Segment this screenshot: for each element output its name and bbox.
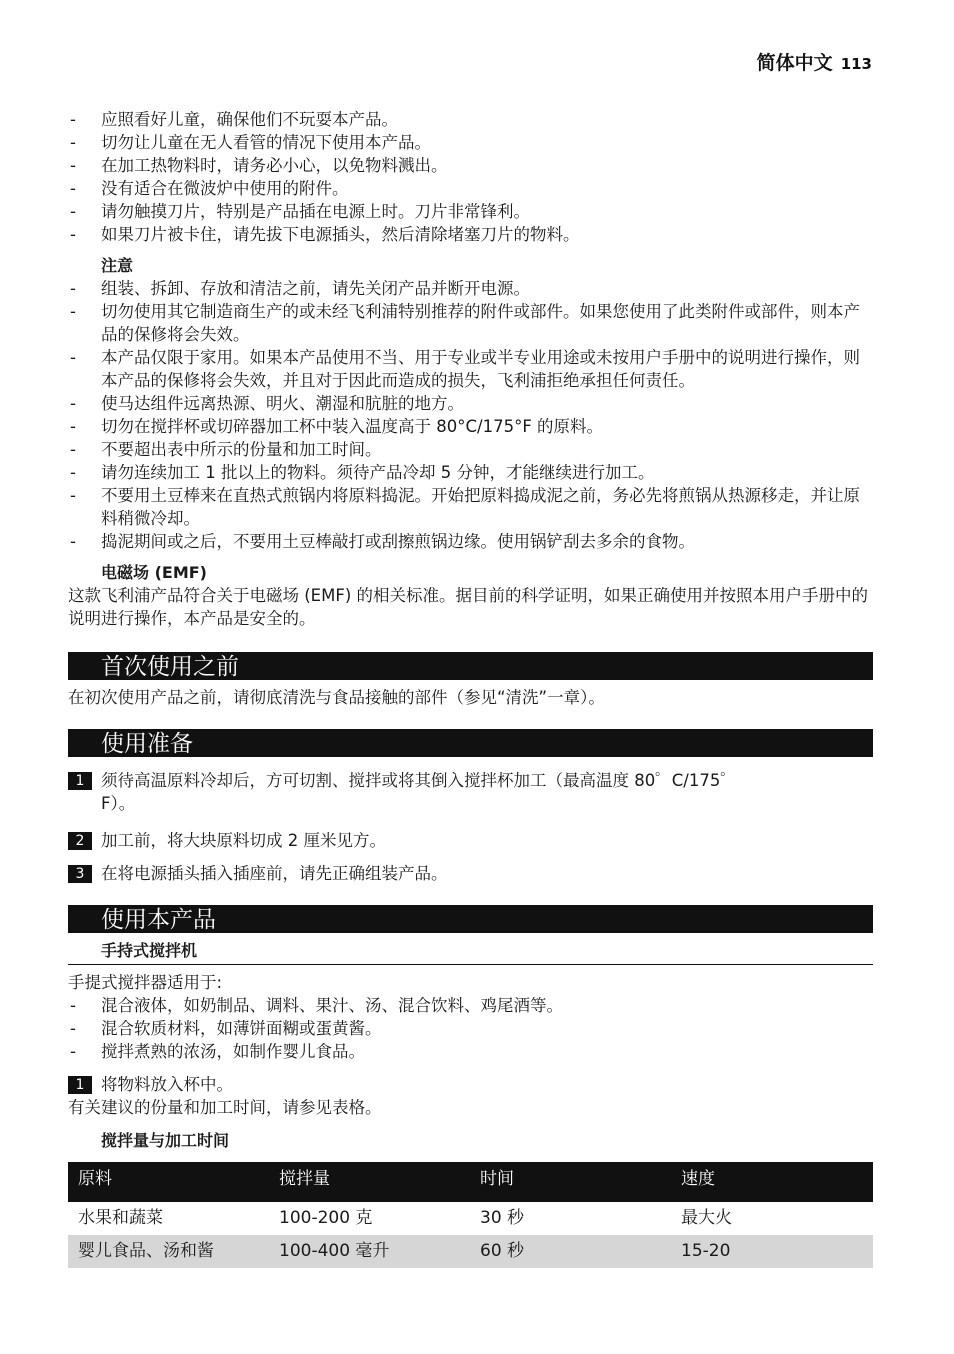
emf-heading: 电磁场 (EMF) bbox=[101, 563, 207, 582]
table-cell: 水果和蔬菜 bbox=[78, 1208, 163, 1228]
list-item: - 如果刀片被卡住，请先拔下电源插头，然后清除堵塞刀片的物料。 bbox=[68, 223, 873, 246]
prep-step-3 bbox=[68, 862, 873, 885]
list-item: - 本产品仅限于家用。如果本产品使用不当、用于专业或半专业用途或未按用户手册中的说明进行操作，则本产品的保修将会失效，并且对于因此而造成的损失，飞利浦拒绝承担任何责任。 bbox=[68, 346, 873, 392]
use-step-1 bbox=[68, 1073, 873, 1096]
prep-step-2 bbox=[68, 829, 873, 852]
use-intro: 手提式搅拌器适用于: bbox=[68, 973, 223, 992]
list-item: - 切勿让儿童在无人看管的情况下使用本产品。 bbox=[68, 131, 873, 154]
list-item: - 搅拌煮熟的浓汤，如制作婴儿食品。 bbox=[68, 1040, 873, 1063]
table-cell: 60 秒 bbox=[470, 1235, 671, 1268]
table-header-cell: 时间 bbox=[470, 1162, 671, 1202]
list-item: - 请勿触摸刀片，特别是产品插在电源上时。刀片非常锋利。 bbox=[68, 200, 873, 223]
table-cell: 婴儿食品、汤和酱 bbox=[68, 1235, 269, 1268]
table-row bbox=[68, 1202, 873, 1235]
step-number-badge: 1 bbox=[68, 1076, 92, 1094]
page-header bbox=[757, 48, 872, 75]
processing-table bbox=[68, 1162, 873, 1268]
table-title: 搅拌量与加工时间 bbox=[101, 1131, 230, 1150]
list-item: - 使马达组件远离热源、明火、潮湿和肮脏的地方。 bbox=[68, 392, 873, 415]
prep-step-1 bbox=[68, 769, 873, 815]
table-header-cell: 原料 bbox=[68, 1162, 269, 1202]
use-subheading-container bbox=[68, 939, 873, 965]
emf-text: 这款飞利浦产品符合关于电磁场 (EMF) 的相关标准。据目前的科学证明，如果正确使用并按照本用户手册中的说明进行操作，本产品是安全的。 bbox=[68, 586, 869, 628]
list-item: - 捣泥期间或之后，不要用土豆棒敲打或刮擦煎锅边缘。使用锅铲刮去多余的食物。 bbox=[68, 530, 873, 553]
list-item: - 混合液体，如奶制品、调料、果汁、汤、混合饮料、鸡尾酒等。 bbox=[68, 994, 873, 1017]
page-number: 113 bbox=[840, 55, 872, 73]
caution-heading: 注意 bbox=[101, 256, 134, 275]
step-text: 须待高温原料冷却后，方可切割、搅拌或将其倒入搅拌杯加工（最高温度 80゜C/175゜F）。 bbox=[101, 771, 737, 813]
list-item: - 混合软质材料，如薄饼面糊或蛋黄酱。 bbox=[68, 1017, 873, 1040]
list-item: - 不要用土豆棒来在直热式煎锅内将原料捣泥。开始把原料捣成泥之前，务必先将煎锅从热源移走，并让原料稍微冷却。 bbox=[68, 484, 873, 530]
list-item: - 切勿在搅拌杯或切碎器加工杯中装入温度高于 80°C/175°F 的原料。 bbox=[68, 415, 873, 438]
list-item: - 没有适合在微波炉中使用的附件。 bbox=[68, 177, 873, 200]
table-cell: 最大火 bbox=[681, 1208, 732, 1228]
list-item: - 在加工热物料时，请务必小心，以免物料溅出。 bbox=[68, 154, 873, 177]
table-cell: 100-400 毫升 bbox=[269, 1235, 470, 1268]
warning-list bbox=[68, 108, 873, 246]
step-number-badge: 2 bbox=[68, 832, 92, 850]
table-header-cell: 搅拌量 bbox=[269, 1162, 470, 1202]
list-item: - 不要超出表中所示的份量和加工时间。 bbox=[68, 438, 873, 461]
use-subheading: 手持式搅拌机 bbox=[101, 941, 198, 960]
table-header-cell: 速度 bbox=[671, 1162, 873, 1202]
step-text: 将物料放入杯中。 bbox=[101, 1075, 233, 1094]
language-title: 简体中文 bbox=[756, 52, 833, 74]
table-cell: 100-200 克 bbox=[279, 1208, 373, 1228]
table-header-row bbox=[68, 1162, 873, 1202]
step-text: 在将电源插头插入插座前，请先正确组装产品。 bbox=[101, 864, 448, 883]
table-cell: 15-20 bbox=[671, 1235, 873, 1268]
table-row bbox=[68, 1235, 873, 1268]
list-item: - 应照看好儿童，确保他们不玩耍本产品。 bbox=[68, 108, 873, 131]
use-step-note: 有关建议的份量和加工时间，请参见表格。 bbox=[68, 1098, 382, 1117]
list-item: - 组装、拆卸、存放和清洁之前，请先关闭产品并断开电源。 bbox=[68, 277, 873, 300]
first-use-text: 在初次使用产品之前，请彻底清洗与食品接触的部件（参见“清洗”一章）。 bbox=[68, 688, 605, 707]
step-text: 加工前，将大块原料切成 2 厘米见方。 bbox=[101, 831, 386, 850]
section-heading-first-use: 首次使用之前 bbox=[68, 652, 873, 680]
step-number-badge: 1 bbox=[68, 772, 92, 790]
list-item: - 请勿连续加工 1 批以上的物料。须待产品冷却 5 分钟，才能继续进行加工。 bbox=[68, 461, 873, 484]
page-content bbox=[68, 108, 873, 1268]
section-heading-prep: 使用准备 bbox=[68, 729, 873, 757]
section-heading-use: 使用本产品 bbox=[68, 905, 873, 933]
use-list bbox=[68, 994, 873, 1063]
caution-list bbox=[68, 277, 873, 553]
table-cell: 30 秒 bbox=[480, 1208, 525, 1228]
list-item: - 切勿使用其它制造商生产的或未经飞利浦特别推荐的附件或部件。如果您使用了此类附件或部件，则本产品的保修将会失效。 bbox=[68, 300, 873, 346]
step-number-badge: 3 bbox=[68, 865, 92, 883]
